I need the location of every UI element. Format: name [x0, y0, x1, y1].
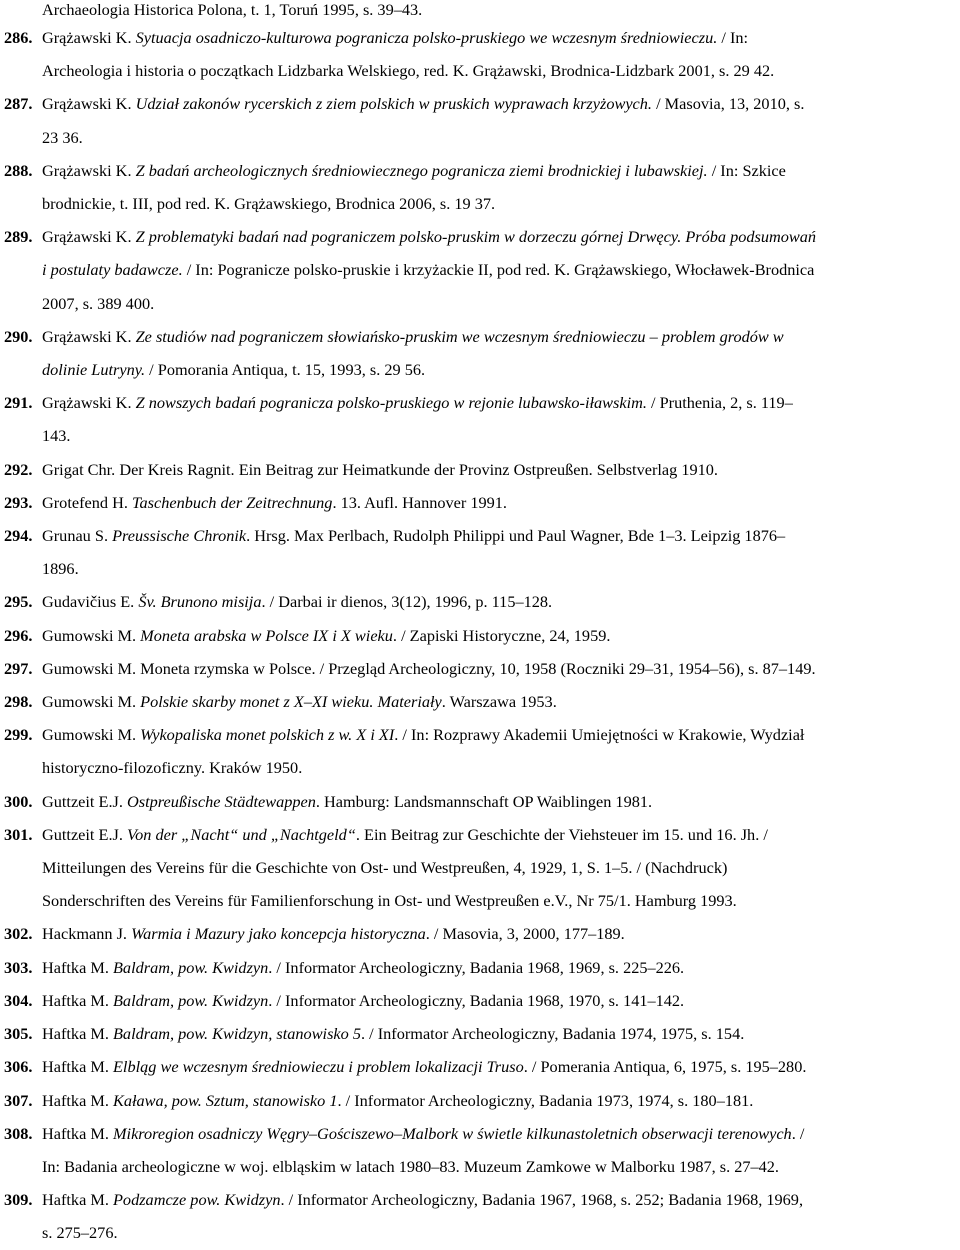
entry-line — [42, 320, 912, 353]
entry-line — [42, 652, 912, 685]
bibliography-entry — [0, 320, 912, 386]
entry-line — [42, 851, 912, 884]
entry-title-italic: Z badań archeologicznych średniowiecznego pogranicza ziemi brodnickiej i lubawskiej. — [135, 160, 708, 180]
entry-number: 290. — [4, 326, 33, 346]
bibliography-entry — [0, 386, 912, 452]
entry-text: . / Informator Archeologiczny, Badania 1973, 1974, s. 180–181. — [337, 1090, 754, 1110]
entry-title-italic: Z problematyki badań nad pograniczem polsko-pruskim w dorzeczu górnej Drwęcy. Próba podsumowań — [135, 227, 817, 247]
entry-line — [42, 1117, 912, 1150]
entry-text: . Warszawa 1953. — [441, 692, 557, 712]
entry-title-italic: Moneta arabska w Polsce IX i X wieku — [140, 625, 393, 645]
entry-line — [42, 1183, 912, 1216]
entry-text: Guttzeit E.J. — [42, 791, 128, 811]
entry-text: s. 275–276. — [42, 1223, 118, 1243]
entry-line — [42, 486, 912, 519]
entry-number: 298. — [4, 692, 33, 712]
bibliography-entry — [0, 1017, 912, 1050]
entry-line — [42, 552, 912, 585]
bibliography-entry — [0, 1084, 912, 1117]
entry-line — [42, 353, 912, 386]
entry-title-italic: Baldram, pow. Kwidzyn, stanowisko 5 — [112, 1024, 361, 1044]
bibliography-entry — [0, 486, 912, 519]
entry-text: Grigat Chr. Der Kreis Ragnit. Ein Beitrag zur Heimatkunde der Provinz Ostpreußen. Selbstverlag 1910. — [42, 459, 718, 479]
entry-text: historyczno-filozoficzny. Kraków 1950. — [42, 758, 303, 778]
bibliography-entry — [0, 1183, 912, 1249]
entry-text: . / Informator Archeologiczny, Badania 1967, 1968, s. 252; Badania 1968, 1969, — [280, 1190, 804, 1210]
entry-text: Grążawski K. — [42, 160, 136, 180]
entry-line — [42, 453, 912, 486]
bibliography-entry — [0, 917, 912, 950]
bibliography-entry — [0, 1117, 912, 1183]
entry-line — [42, 685, 912, 718]
entry-text: brodnickie, t. III, pod red. K. Grążawskiego, Brodnica 2006, s. 19 37. — [42, 194, 496, 214]
entry-title-italic: Udział zakonów rycerskich z ziem polskich w pruskich wyprawach krzyżowych. — [135, 94, 652, 114]
entry-line — [42, 785, 912, 818]
entry-line — [42, 419, 912, 452]
bibliography-entry — [0, 619, 912, 652]
entry-line — [42, 751, 912, 784]
entry-title-italic: Sytuacja osadniczo-kulturowa pogranicza polsko-pruskiego we wczesnym średniowieczu. — [135, 28, 718, 47]
entry-text: In: Badania archeologiczne w woj. elbląskim w latach 1980–83. Muzeum Zamkowe w Malborku 1987, s. 27–42. — [42, 1156, 780, 1176]
entry-line — [42, 1050, 912, 1083]
bibliography-list — [0, 21, 960, 1250]
entry-number: 300. — [4, 791, 33, 811]
entry-line — [42, 220, 912, 253]
entry-title-italic: Taschenbuch der Zeitrechnung — [131, 492, 333, 512]
entry-text: Hackmann J. — [42, 924, 132, 944]
entry-text: . / Informator Archeologiczny, Badania 1974, 1975, s. 154. — [361, 1024, 745, 1044]
bibliography-entry — [0, 154, 912, 220]
entry-line — [42, 519, 912, 552]
entry-number: 308. — [4, 1123, 33, 1143]
entry-text: . / Zapiski Historyczne, 24, 1959. — [392, 625, 611, 645]
entry-line — [42, 21, 912, 54]
entry-text: . / Masovia, 3, 2000, 177–189. — [425, 924, 625, 944]
bibliography-entry — [0, 87, 912, 153]
entry-text: 1896. — [42, 559, 79, 579]
entry-text: Haftka M. — [42, 1090, 113, 1110]
entry-line — [42, 951, 912, 984]
entry-text: / In: Pogranicze polsko-pruskie i krzyżackie II, pod red. K. Grążawskiego, Włocławek-Brodnica — [182, 260, 815, 280]
entry-number: 303. — [4, 957, 33, 977]
entry-text: Gumowski M. — [42, 625, 141, 645]
entry-number: 292. — [4, 459, 33, 479]
entry-text: . / Darbai ir dienos, 3(12), 1996, p. 115–128. — [261, 592, 553, 612]
entry-text: 2007, s. 389 400. — [42, 293, 155, 313]
entry-text: Grążawski K. — [42, 94, 136, 114]
bibliography-entry — [0, 685, 912, 718]
entry-text: Sonderschriften des Vereins für Familienforschung in Ost- und Westpreußen e.V., Nr 75/1. Hamburg 1993. — [42, 891, 737, 911]
bibliography-entry — [0, 652, 912, 685]
entry-line — [42, 121, 912, 154]
entry-line — [42, 917, 912, 950]
entry-number: 301. — [4, 824, 33, 844]
entry-text: Grotefend H. — [42, 492, 132, 512]
entry-line — [42, 253, 912, 286]
entry-text: Haftka M. — [42, 1057, 113, 1077]
entry-number: 302. — [4, 924, 33, 944]
entry-number: 296. — [4, 625, 33, 645]
continued-entry-fragment: Archaeologia Historica Polona, t. 1, Toruń 1995, s. 39–43. — [42, 0, 423, 19]
entry-text: / In: Szkice — [707, 160, 786, 180]
bibliography-entry — [0, 453, 912, 486]
entry-text: Grunau S. — [42, 526, 113, 546]
entry-text: Grążawski K. — [42, 28, 136, 47]
bibliography-entry — [0, 785, 912, 818]
entry-text: Gudavičius E. — [42, 592, 139, 612]
entry-text: Haftka M. — [42, 1123, 113, 1143]
entry-line — [42, 1150, 912, 1183]
entry-text: . 13. Aufl. Hannover 1991. — [332, 492, 507, 512]
entry-number: 307. — [4, 1090, 33, 1110]
entry-line — [42, 818, 912, 851]
entry-text: Archeologia i historia o początkach Lidzbarka Welskiego, red. K. Grążawski, Brodnica-Lidzbark 2001, s. 29 42. — [42, 61, 775, 81]
bibliography-entry — [0, 718, 912, 784]
entry-line — [42, 619, 912, 652]
entry-line — [42, 386, 912, 419]
entry-line — [42, 984, 912, 1017]
bibliography-entry — [0, 984, 912, 1017]
entry-number: 288. — [4, 160, 33, 180]
entry-text: . / In: Rozprawy Akademii Umiejętności w Krakowie, Wydział — [394, 725, 805, 745]
bibliography-entry — [0, 1050, 912, 1083]
entry-title-italic: dolinie Lutryny. — [42, 360, 146, 380]
entry-number: 295. — [4, 592, 33, 612]
entry-text: Haftka M. — [42, 1190, 113, 1210]
entry-title-italic: Baldram, pow. Kwidzyn — [112, 990, 269, 1010]
entry-text: Haftka M. — [42, 957, 113, 977]
entry-text: . / — [791, 1123, 805, 1143]
entry-number: 306. — [4, 1057, 33, 1077]
entry-text: Gumowski M. — [42, 692, 141, 712]
entry-text: / In: — [717, 28, 749, 47]
entry-title-italic: Warmia i Mazury jako koncepcja historyczna — [131, 924, 426, 944]
entry-text: / Pomorania Antiqua, t. 15, 1993, s. 29 56. — [145, 360, 426, 380]
entry-text: . / Informator Archeologiczny, Badania 1968, 1969, s. 225–226. — [268, 957, 685, 977]
entry-text: Gumowski M. Moneta rzymska w Polsce. / Przegląd Archeologiczny, 10, 1958 (Roczniki 29–31, 1954–56), s. 87–149. — [42, 658, 816, 678]
entry-title-italic: i postulaty badawcze. — [42, 260, 183, 280]
entry-number: 291. — [4, 393, 33, 413]
entry-number: 304. — [4, 990, 33, 1010]
entry-text: Mitteilungen des Vereins für die Geschichte von Ost- und Westpreußen, 4, 1929, 1, S. 1–5. / (Nachdruck) — [42, 858, 728, 878]
entry-text: Gumowski M. — [42, 725, 141, 745]
entry-text: . / Pomerania Antiqua, 6, 1975, s. 195–280. — [523, 1057, 807, 1077]
entry-text: Guttzeit E.J. — [42, 824, 128, 844]
entry-title-italic: Kaława, pow. Sztum, stanowisko 1 — [112, 1090, 338, 1110]
entry-text: . Hrsg. Max Perlbach, Rudolph Philippi und Paul Wagner, Bde 1–3. Leipzig 1876– — [246, 526, 786, 546]
bibliography-entry — [0, 585, 912, 618]
entry-line — [42, 287, 912, 320]
entry-line — [42, 1017, 912, 1050]
entry-text: 143. — [42, 426, 71, 446]
entry-title-italic: Preussische Chronik — [112, 526, 247, 546]
entry-line — [42, 87, 912, 120]
entry-title-italic: Von der „Nacht“ und „Nachtgeld“ — [127, 824, 356, 844]
entry-number: 297. — [4, 658, 33, 678]
entry-text: Haftka M. — [42, 990, 113, 1010]
entry-title-italic: Elbląg we wczesnym średniowieczu i problem lokalizacji Truso — [112, 1057, 524, 1077]
bibliography-entry — [0, 519, 912, 585]
entry-line — [42, 1084, 912, 1117]
entry-text: Grążawski K. — [42, 393, 136, 413]
entry-title-italic: Mikroregion osadniczy Węgry–Gościszewo–Malbork w świetle kilkunastoletnich obserwacji terenowych — [112, 1123, 792, 1143]
entry-line — [42, 585, 912, 618]
entry-text: Grążawski K. — [42, 326, 136, 346]
entry-text: / Pruthenia, 2, s. 119– — [646, 393, 793, 413]
entry-title-italic: Z nowszych badań pogranicza polsko-pruskiego w rejonie lubawsko-iławskim. — [135, 393, 647, 413]
entry-number: 287. — [4, 94, 33, 114]
entry-number: 305. — [4, 1024, 33, 1044]
bibliography-entry — [0, 951, 912, 984]
entry-title-italic: Ze studiów nad pograniczem słowiańsko-pruskim we wczesnym średniowieczu – problem grodów w — [135, 326, 784, 346]
entry-line — [42, 718, 912, 751]
entry-title-italic: Wykopaliska monet polskich z w. X i XI — [140, 725, 395, 745]
entry-line — [42, 884, 912, 917]
entry-line — [42, 54, 912, 87]
entry-text: Haftka M. — [42, 1024, 113, 1044]
entry-number: 294. — [4, 526, 33, 546]
entry-number: 299. — [4, 725, 33, 745]
entry-number: 286. — [4, 28, 33, 47]
entry-title-italic: Šv. Brunono misija — [138, 592, 262, 612]
entry-text: . / Informator Archeologiczny, Badania 1968, 1970, s. 141–142. — [268, 990, 685, 1010]
entry-text: . Hamburg: Landsmannschaft OP Waiblingen 1981. — [315, 791, 653, 811]
entry-title-italic: Polskie skarby monet z X–XI wieku. Materiały — [140, 692, 442, 712]
entry-number: 293. — [4, 492, 33, 512]
entry-text: 23 36. — [42, 127, 83, 147]
entry-title-italic: Podzamcze pow. Kwidzyn — [112, 1190, 281, 1210]
entry-line — [42, 187, 912, 220]
entry-line — [42, 1216, 912, 1249]
entry-text: Grążawski K. — [42, 227, 136, 247]
entry-title-italic: Baldram, pow. Kwidzyn — [112, 957, 269, 977]
entry-text: . Ein Beitrag zur Geschichte der Viehsteuer im 15. und 16. Jh. / — [355, 824, 768, 844]
bibliography-entry — [0, 220, 912, 320]
entry-number: 289. — [4, 227, 33, 247]
bibliography-entry — [0, 818, 912, 918]
entry-number: 309. — [4, 1190, 33, 1210]
entry-line — [42, 154, 912, 187]
entry-text: / Masovia, 13, 2010, s. — [652, 94, 805, 114]
entry-title-italic: Ostpreußische Städtewappen — [127, 791, 316, 811]
bibliography-entry — [0, 21, 912, 87]
